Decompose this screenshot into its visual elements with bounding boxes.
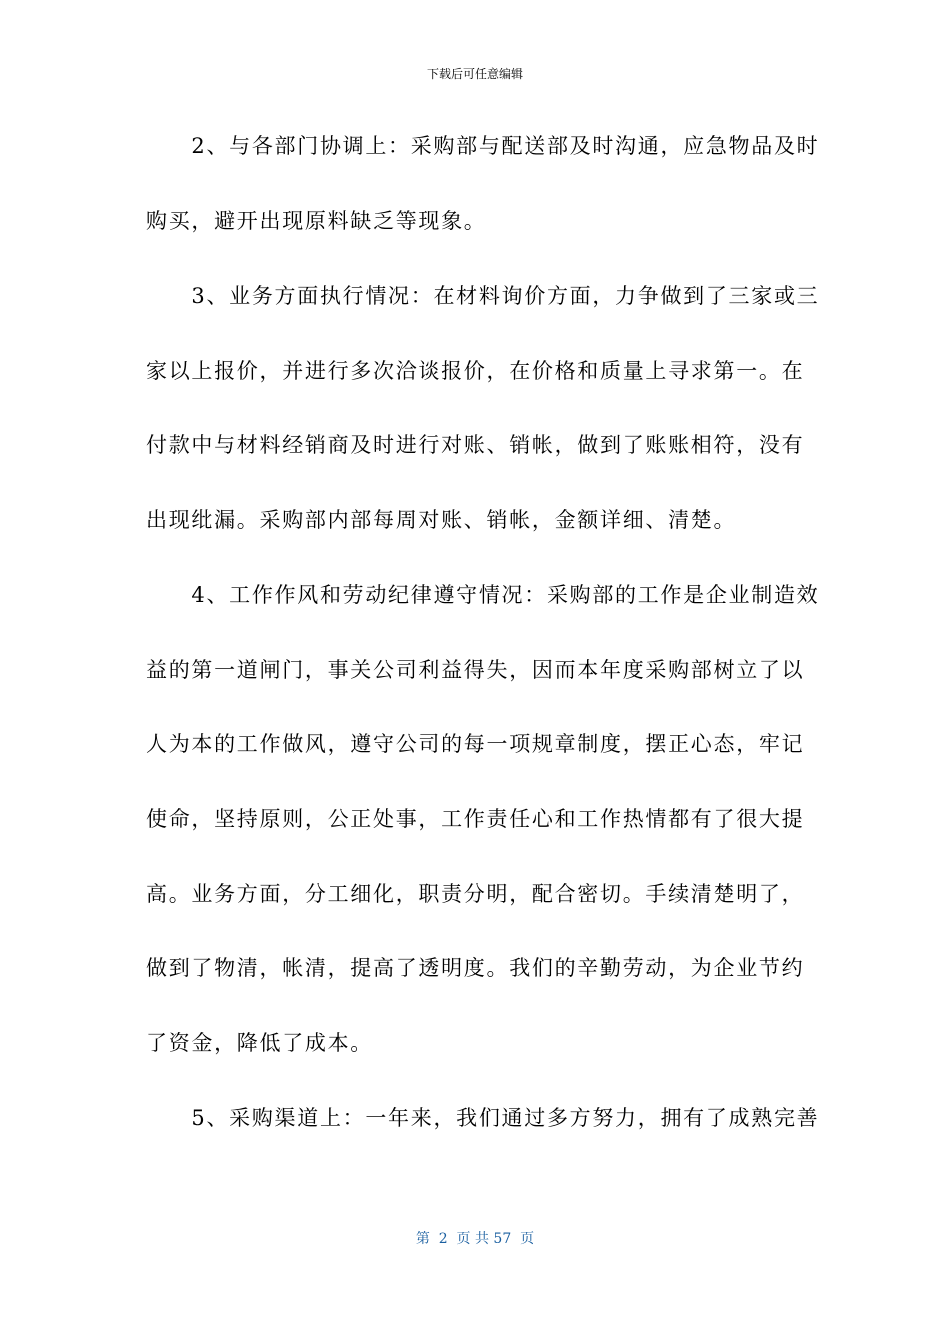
body-text-line: 4、工作作风和劳动纪律遵守情况：采购部的工作是企业制造效 [146,583,820,607]
page-header: 下载后可任意编辑 [426,67,523,81]
body-text-line: 高。业务方面，分工细化，职责分明，配合密切。手续清楚明了， [146,882,805,906]
body-text-line: 家以上报价，并进行多次洽谈报价，在价格和质量上寻求第一。在 [146,359,805,383]
body-text-line: 使命，坚持原则，公正处事，工作责任心和工作热情都有了很大提 [146,807,805,831]
body-text-line: 3、业务方面执行情况：在材料询价方面，力争做到了三家或三 [146,284,820,308]
body-text-line: 2、与各部门协调上：采购部与配送部及时沟通，应急物品及时 [146,134,820,158]
body-text-line: 人为本的工作做风，遵守公司的每一项规章制度，摆正心态，牢记 [146,732,805,756]
body-text-line: 益的第一道闸门，事关公司利益得失，因而本年度采购部树立了以 [146,658,805,682]
body-text-line: 出现纰漏。采购部内部每周对账、销帐，金额详细、清楚。 [146,508,737,532]
body-text-line: 做到了物清，帐清，提高了透明度。我们的辛勤劳动，为企业节约 [146,956,805,980]
body-text-line: 了资金，降低了成本。 [146,1031,373,1055]
body-text-line: 5、采购渠道上：一年来，我们通过多方努力，拥有了成熟完善 [146,1106,820,1130]
body-text-line: 购买，避开出现原料缺乏等现象。 [146,209,487,233]
body-text-line: 付款中与材料经销商及时进行对账、销帐，做到了账账相符，没有 [146,433,805,457]
page-number-footer: 第 2 页 共 57 页 [415,1231,535,1247]
